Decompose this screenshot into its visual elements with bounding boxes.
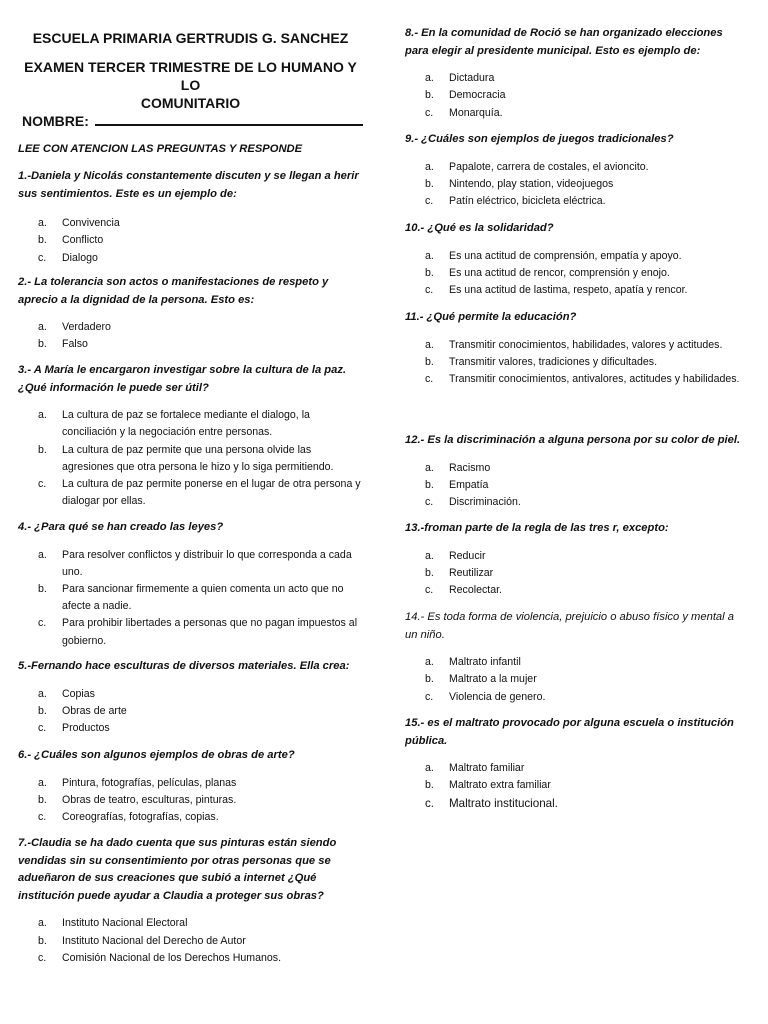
options-list — [405, 654, 743, 706]
options-list — [405, 760, 743, 812]
option-c[interactable]: c. Dialogo — [38, 251, 98, 264]
options-list — [18, 915, 363, 967]
option-b[interactable]: b. Conflicto — [38, 234, 104, 247]
question-3 — [18, 362, 363, 510]
option-a[interactable]: a. Reducir — [425, 549, 486, 562]
exam-title-line-2: COMUNITARIO — [140, 95, 241, 111]
question-text: 14.- Es toda forma de violencia, prejuicio o abuso físico y mental a un niño. — [405, 611, 734, 641]
question-2 — [18, 274, 363, 354]
option-c[interactable]: c. Patín eléctrico, bicicleta eléctrica. — [425, 195, 606, 207]
option-c[interactable]: c. Recolectar. — [425, 584, 502, 596]
option-a[interactable]: a. Maltrato familiar — [425, 762, 525, 775]
option-b[interactable]: b. Nintendo, play station, videojuegos — [425, 177, 614, 190]
options-list — [18, 686, 363, 738]
options-list — [18, 547, 363, 650]
question-15 — [405, 715, 743, 812]
options-list — [405, 460, 743, 512]
option-a[interactable]: a. Papalote, carrera de costales, el avioncito. — [425, 160, 649, 173]
option-b[interactable]: b. Maltrato a la mujer — [425, 673, 537, 686]
question-13 — [405, 520, 743, 599]
question-10 — [405, 220, 743, 299]
question-text: 10.- ¿Qué es la solidaridad? — [405, 222, 554, 234]
option-a[interactable]: a. Para resolver conflictos y distribuir lo que corresponda a cada uno. — [38, 548, 352, 578]
question-12 — [405, 432, 743, 511]
option-c[interactable]: c. Para prohibir libertades a personas que no pagan impuestos al gobierno. — [38, 617, 358, 647]
question-text: 9.- ¿Cuáles son ejemplos de juegos tradicionales? — [405, 133, 674, 145]
option-c[interactable]: c. Productos — [38, 722, 110, 734]
options-list — [405, 248, 743, 300]
name-field[interactable] — [22, 111, 363, 129]
question-6 — [18, 747, 363, 826]
options-list — [405, 548, 743, 600]
question-text: 7.-Claudia se ha dado cuenta que sus pinturas están siendo vendidas sin su consentimiento por otras personas que se adueñaron de sus creaciones que subió a internet ¿Qué institución puede ayudar a Claudia a proteger sus obras? — [18, 837, 337, 902]
option-a[interactable]: a. La cultura de paz se fortalece mediante el dialogo, la conciliación y la negociación entre personas. — [38, 409, 310, 439]
options-list — [405, 159, 743, 211]
options-list — [18, 215, 363, 267]
option-b[interactable]: b. Democracia — [425, 89, 506, 102]
option-a[interactable]: a. Dictadura — [425, 72, 495, 85]
question-text: 8.- En la comunidad de Roció se han organizado elecciones para elegir al presidente municipal. Esto es ejemplo de: — [405, 27, 723, 57]
instructions: LEE CON ATENCION LAS PREGUNTAS Y RESPONDE — [18, 143, 303, 155]
option-c[interactable]: c. Maltrato institucional. — [425, 796, 558, 810]
option-c[interactable]: c. Discriminación. — [425, 496, 521, 508]
option-b[interactable]: b. Falso — [38, 338, 88, 351]
question-text: 2.- La tolerancia son actos o manifestaciones de respeto y aprecio a la dignidad de la persona. Esto es: — [18, 276, 329, 306]
option-a[interactable]: a. Pintura, fotografías, películas, planas — [38, 776, 237, 789]
option-c[interactable]: c. Transmitir conocimientos, antivalores, actitudes y habilidades. — [425, 373, 740, 385]
question-text: 5.-Fernando hace esculturas de diversos materiales. Ella crea: — [18, 660, 350, 672]
question-text: 3.- A María le encargaron investigar sobre la cultura de la paz. ¿Qué información le puede ser útil? — [18, 364, 347, 394]
options-list — [18, 319, 363, 353]
option-a[interactable]: a. Verdadero — [38, 321, 111, 334]
question-text: 13.-froman parte de la regla de las tres r, excepto: — [405, 522, 669, 534]
question-9 — [405, 131, 743, 210]
option-c[interactable]: c. Violencia de genero. — [425, 690, 546, 703]
option-b[interactable]: b. Obras de arte — [38, 704, 127, 717]
exam-title-line-1: EXAMEN TERCER TRIMESTRE DE LO HUMANO Y LO — [24, 59, 357, 93]
question-text: 15.- es el maltrato provocado por alguna escuela o institución pública. — [405, 717, 734, 747]
option-b[interactable]: b. Empatía — [425, 478, 489, 491]
options-list — [18, 775, 363, 827]
question-text: 12.- Es la discriminación a alguna persona por su color de piel. — [405, 434, 741, 446]
question-4 — [18, 519, 363, 650]
question-text: 1.-Daniela y Nicolás constantemente discuten y se llegan a herir sus sentimientos. Este es un ejemplo de: — [18, 170, 359, 200]
question-11 — [405, 309, 743, 388]
option-c[interactable]: c. Comisión Nacional de los Derechos Humanos. — [38, 951, 282, 964]
option-b[interactable]: b. Reutilizar — [425, 566, 494, 579]
option-a[interactable]: a. Instituto Nacional Electoral — [38, 917, 188, 930]
option-c[interactable]: c. Es una actitud de lastima, respeto, apatía y rencor. — [425, 284, 688, 296]
option-c[interactable]: c. Coreografías, fotografías, copias. — [38, 811, 219, 823]
option-b[interactable]: b. La cultura de paz permite que una persona olvide las agresiones que otra persona le hizo y lo siga permitiendo. — [38, 443, 334, 473]
option-a[interactable]: a. Maltrato infantil — [425, 656, 521, 669]
option-a[interactable]: a. Es una actitud de comprensión, empatía y apoyo. — [425, 249, 682, 262]
question-text: 6.- ¿Cuáles son algunos ejemplos de obras de arte? — [18, 749, 295, 761]
options-list — [405, 337, 743, 389]
question-text: 11.- ¿Qué permite la educación? — [405, 311, 577, 323]
question-text: 4.- ¿Para qué se han creado las leyes? — [18, 521, 224, 533]
option-b[interactable]: b. Transmitir valores, tradiciones y dificultades. — [425, 355, 658, 368]
school-name: ESCUELA PRIMARIA GERTRUDIS G. SANCHEZ — [32, 30, 349, 46]
option-b[interactable]: b. Maltrato extra familiar — [425, 779, 551, 792]
option-c[interactable]: c. La cultura de paz permite ponerse en el lugar de otra persona y dialogar por ellas. — [38, 478, 361, 508]
option-b[interactable]: b. Para sancionar firmemente a quien comenta un acto que no afecte a nadie. — [38, 583, 344, 613]
option-a[interactable]: a. Convivencia — [38, 217, 120, 230]
name-blank-line[interactable] — [95, 111, 363, 126]
option-b[interactable]: b. Es una actitud de rencor, comprensión y enojo. — [425, 266, 670, 279]
question-5 — [18, 658, 363, 737]
exam-title — [18, 58, 363, 112]
question-7 — [18, 835, 363, 967]
question-14 — [405, 609, 743, 706]
question-8 — [405, 25, 743, 122]
question-1 — [18, 168, 363, 267]
option-a[interactable]: a. Racismo — [425, 461, 491, 474]
option-a[interactable]: a. Copias — [38, 687, 95, 700]
option-c[interactable]: c. Monarquía. — [425, 106, 503, 119]
name-label: NOMBRE: — [22, 113, 89, 129]
option-b[interactable]: b. Instituto Nacional del Derecho de Autor — [38, 934, 246, 947]
option-a[interactable]: a. Transmitir conocimientos, habilidades, valores y actitudes. — [425, 338, 723, 351]
option-b[interactable]: b. Obras de teatro, esculturas, pinturas. — [38, 793, 237, 806]
options-list — [18, 407, 363, 510]
options-list — [405, 70, 743, 122]
